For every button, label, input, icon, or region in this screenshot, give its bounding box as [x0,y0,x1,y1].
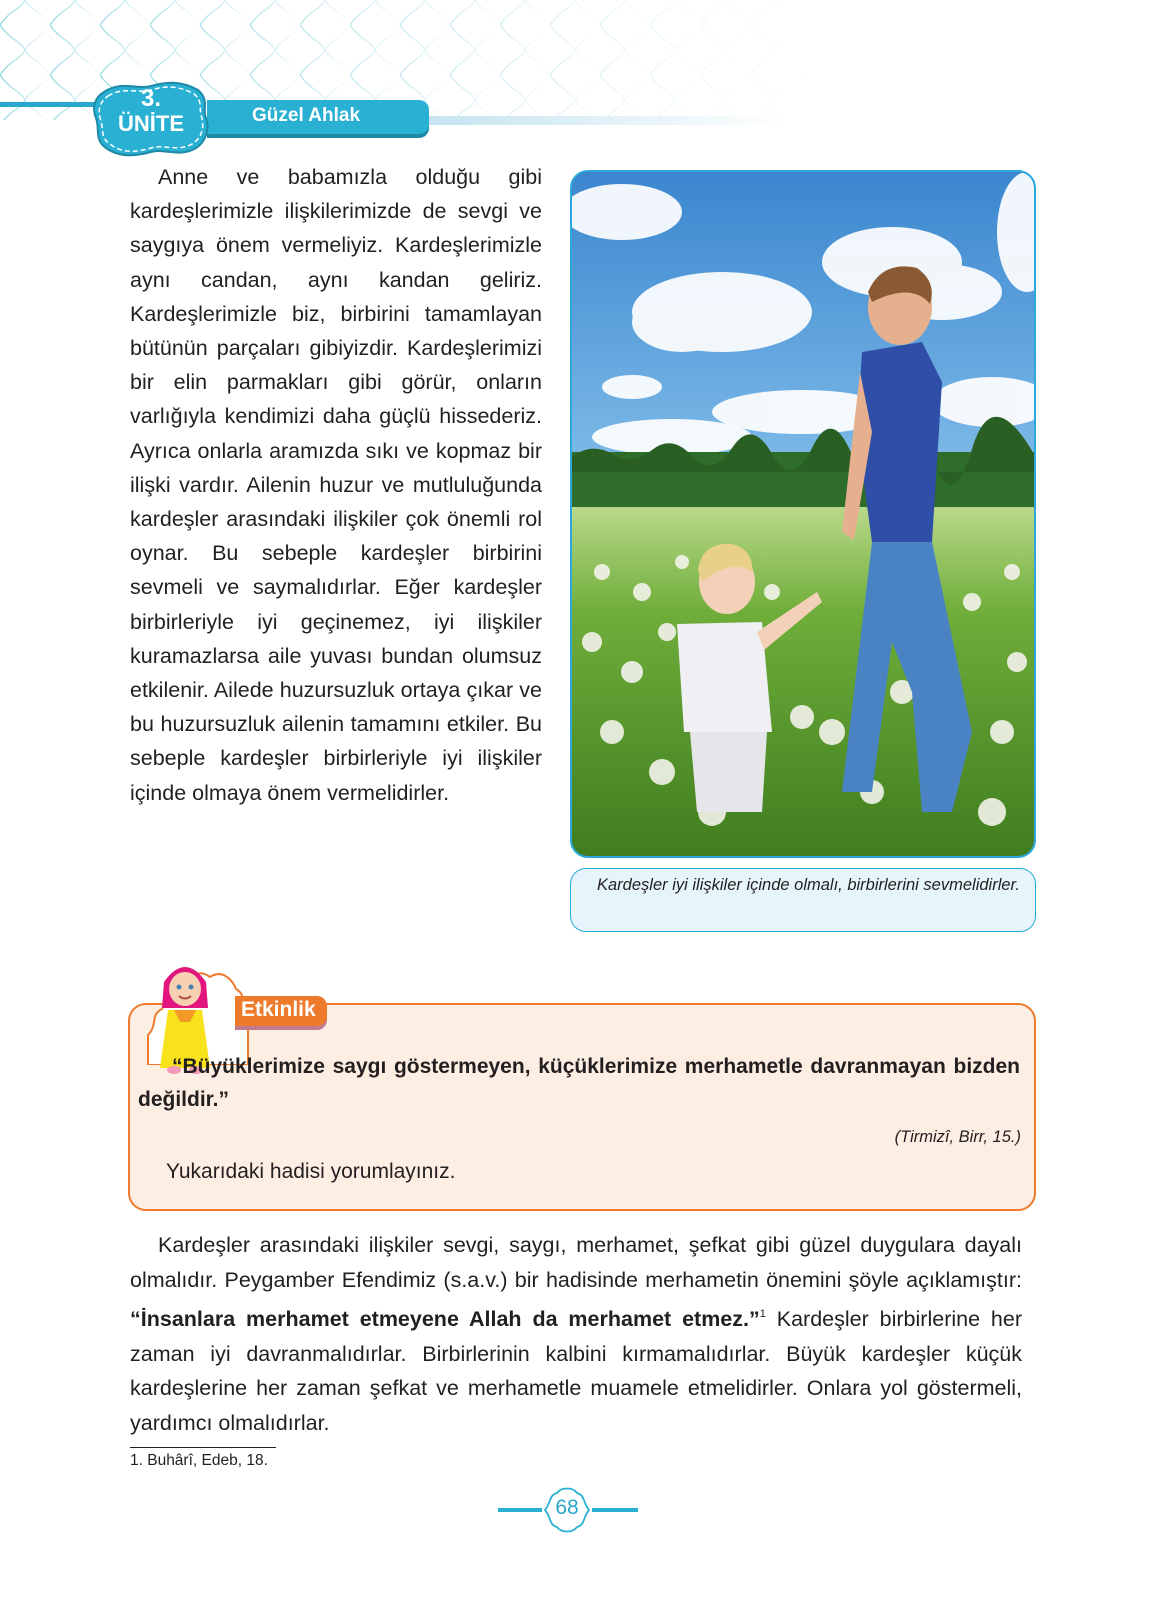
photo-caption: Kardeşler iyi ilişkiler içinde olmalı, birbirlerini sevmelidirler. [597,876,1021,894]
hadith-quote-text: “Büyüklerimize saygı göstermeyen, küçüklerimize merhametle davranmayan bizden değildir.” [138,1055,1020,1111]
page-number-line-right [592,1508,638,1512]
unit-label: ÜNİTE [118,111,184,136]
unit-indicator [92,86,210,136]
body-text [130,1228,1022,1440]
activity-label-tab [235,996,327,1026]
body-text-before-quote: Kardeşler arasındaki ilişkiler sevgi, saygı, merhamet, şefkat gibi güzel duygulara dayalı olmalıdır. Peygamber Efendimiz (s.a.v.) bir hadisinde merhametin önemini şöyle açıklamıştır: [130,1233,1022,1292]
body-paragraph [130,1228,1022,1440]
body-quote: “İnsanlara merhamet etmeyene Allah da merhamet etmez.” [130,1307,760,1331]
hadith-source: (Tirmizî, Birr, 15.) [894,1128,1021,1146]
footnote-reference: 1 [759,1308,766,1320]
page-number: 68 [555,1496,579,1519]
footnote: 1. Buhârî, Edeb, 18. [130,1452,268,1469]
activity-instruction: Yukarıdaki hadisi yorumlayınız. [166,1160,456,1183]
title-fade-bar [429,116,789,125]
section-title-tab [207,100,429,134]
intro-paragraph: Anne ve babamızla olduğu gibi kardeşlerimizle ilişkilerimizde de sevgi ve saygıya önem vermeliyiz. Kardeşlerimizle aynı candan, aynı kandan geliriz. Kardeşlerimizle biz, birbirini tamamlayan bütünün parçaları gibiyizdir. Kardeşlerimizi bir elin parmakları gibi görür, onların varlığıyla kendimizi daha güçlü hissederiz. Ayrıca onlarla aramızda sıkı ve kopmaz bir ilişki vardır. Ailenin huzur ve mutluluğunda kardeşler arasındaki ilişkiler çok önemli rol oynar. Bu sebeple kardeşler birbirini sevmeli ve saymalıdırlar. Eğer kardeşler birbirleriyle iyi geçinemez, iyi ilişkiler kuramazlarsa aile yuvası bundan olumsuz etkilenir. Ailede huzursuzluk ortaya çıkar ve bu huzursuzluk ailenin tamamını etkiler. Bu sebeple kardeşler birbirleriyle iyi ilişkiler içinde olmaya önem vermelidirler. [130,165,542,805]
footnote-divider [130,1447,276,1448]
section-title: Güzel Ahlak [252,105,361,126]
unit-number: 3. [140,85,161,112]
photo-illustration [572,172,1034,856]
intro-text-column [130,160,542,810]
activity-label: Etkinlik [241,998,316,1021]
photo-brothers-in-field [570,170,1036,858]
hadith-quote [138,1050,1020,1116]
photo-caption-box [570,868,1036,932]
body-text-after-quote: Kardeşler birbirlerine her zaman iyi davranmalıdırlar. Birbirlerinin kalbini kırmamalıdırlar. Büyük kardeşler küçük kardeşlerine her zaman şefkat ve merhametle muamele etmelidirler. Onlara yol göstermeli, yardımcı olmalıdırlar. [130,1307,1023,1435]
page-number-line-left [498,1508,542,1512]
